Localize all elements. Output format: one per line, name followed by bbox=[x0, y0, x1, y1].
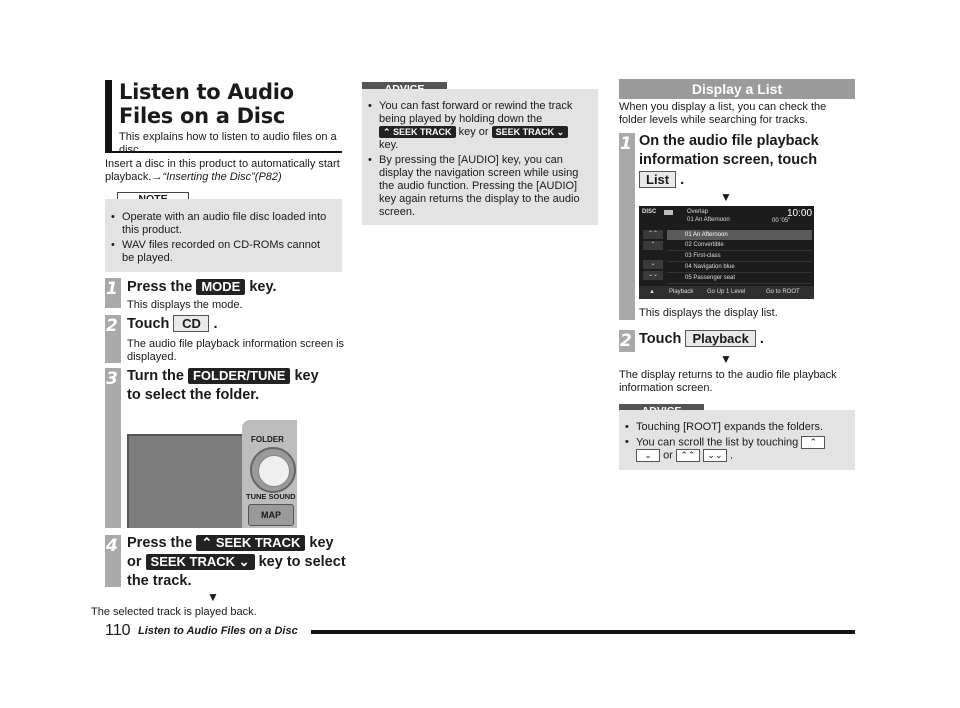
track-item[interactable]: 03 First-class bbox=[667, 251, 812, 262]
page-up-icon[interactable]: ⌃⌃ bbox=[643, 230, 663, 239]
note-list bbox=[105, 211, 332, 265]
dl-step-1-line1: On the audio file playback bbox=[639, 133, 819, 149]
step-3-heading bbox=[127, 367, 347, 386]
dl-step-2-bar bbox=[619, 330, 635, 352]
double-chevron-up-icon: ⌃⌃ bbox=[676, 449, 700, 462]
footer-title: Listen to Audio Files on a Disc bbox=[138, 625, 298, 637]
seek-track-up-label: SEEK TRACK bbox=[215, 535, 301, 550]
step-3-post: key bbox=[294, 368, 319, 384]
advice-list-2 bbox=[619, 421, 845, 463]
folder-tune-knob[interactable] bbox=[250, 447, 296, 493]
step-4-line2 bbox=[127, 553, 347, 572]
device-screen bbox=[127, 434, 247, 528]
disc-icon bbox=[664, 210, 673, 215]
chevron-up-icon: ⌃ bbox=[801, 436, 825, 449]
advice-text: You can scroll the list by touching bbox=[636, 436, 799, 449]
eject-icon[interactable]: ▲ bbox=[649, 289, 655, 295]
dl-step-2-number: 2 bbox=[620, 331, 632, 351]
intro-text: Insert a disc in this product to automatically start playback. bbox=[105, 158, 340, 183]
chevron-up-icon: ⌃ bbox=[383, 127, 394, 137]
seek-track-down-key bbox=[146, 554, 255, 570]
dl-step-2-desc: The display returns to the audio file playback information screen. bbox=[619, 369, 837, 394]
cd-button[interactable]: CD bbox=[173, 315, 209, 332]
chevron-up-icon: ⌃ bbox=[201, 535, 216, 550]
step-1-heading bbox=[127, 278, 347, 297]
step-2 bbox=[127, 315, 345, 364]
step-4-pre: Press the bbox=[127, 535, 193, 551]
dl-step-2-pre: Touch bbox=[639, 331, 682, 347]
title-block bbox=[105, 80, 342, 156]
dl-step-2-post: . bbox=[759, 331, 764, 347]
dl-step-2 bbox=[639, 330, 855, 349]
step-1-bar bbox=[105, 278, 121, 308]
seek-track-down-label: SEEK TRACK bbox=[495, 127, 555, 137]
result-text: The selected track is played back. bbox=[91, 606, 257, 618]
seek-track-up-key bbox=[379, 126, 456, 138]
screen-source: DISC bbox=[642, 209, 657, 215]
page-down-icon[interactable]: ⌄⌄ bbox=[643, 271, 663, 280]
section-intro: When you display a list, you can check the folder levels while searching for tracks. bbox=[619, 101, 827, 126]
step-3-line2: to select the folder. bbox=[127, 387, 260, 403]
step-4-or: or bbox=[127, 554, 142, 570]
tune-sound-label: TUNE SOUND bbox=[246, 492, 296, 501]
screen-now-playing: 01 An Afternoon bbox=[687, 217, 730, 223]
step-2-pre: Touch bbox=[127, 316, 170, 332]
knob-center bbox=[258, 455, 290, 487]
step-1-number: 1 bbox=[106, 279, 118, 299]
step-3-pre: Turn the bbox=[127, 368, 184, 384]
step-4 bbox=[127, 534, 347, 591]
dl-step-1 bbox=[639, 132, 855, 190]
screen-folder: Overlap bbox=[687, 209, 709, 215]
folder-tune-key: FOLDER/TUNE bbox=[188, 368, 290, 384]
track-item[interactable]: 01 An Afternoon bbox=[667, 230, 812, 240]
track-item[interactable]: 02 Convertible bbox=[667, 240, 812, 251]
advice-item bbox=[362, 100, 586, 152]
dl-step-1-line3 bbox=[639, 171, 855, 190]
device-illustration bbox=[127, 420, 297, 528]
seek-track-down-label: SEEK TRACK bbox=[150, 554, 236, 569]
step-4-bar bbox=[105, 535, 121, 587]
advice-text: key. bbox=[379, 139, 399, 151]
list-screen bbox=[639, 206, 814, 299]
page-title: Listen to Audio Files on a Disc bbox=[119, 80, 294, 128]
map-button[interactable]: MAP bbox=[248, 504, 294, 526]
dl-step-1-line2: information screen, touch bbox=[639, 152, 818, 168]
chevron-down-icon: ⌄ bbox=[554, 127, 565, 137]
list-button[interactable]: List bbox=[639, 171, 676, 188]
step-2-post: . bbox=[213, 316, 218, 332]
advice-or: or bbox=[663, 449, 673, 462]
track-item[interactable]: 05 Passenger seat bbox=[667, 273, 812, 284]
scroll-up-icon[interactable]: ⌃ bbox=[643, 241, 663, 250]
double-chevron-down-icon: ⌄⌄ bbox=[703, 449, 727, 462]
dl-step-1-number: 1 bbox=[620, 134, 632, 154]
dl-step-1-post: . bbox=[680, 172, 685, 188]
advice-text: You can fast forward or rewind the track being played by holding down the bbox=[379, 100, 573, 125]
step-3-number: 3 bbox=[106, 369, 118, 389]
step-1-post: key. bbox=[249, 279, 277, 295]
step-2-number: 2 bbox=[106, 316, 118, 336]
playback-button[interactable]: Playback bbox=[669, 289, 694, 295]
screen-clock: 10:00 bbox=[787, 208, 813, 219]
go-root-button[interactable]: Go to ROOT bbox=[766, 289, 800, 295]
note-item: • Operate with an audio file disc loaded into this product. bbox=[105, 211, 332, 237]
dl-step-1-desc: This displays the display list. bbox=[639, 307, 778, 319]
step-2-bar bbox=[105, 315, 121, 363]
chevron-down-icon: ⌄ bbox=[235, 554, 250, 569]
note-item: • WAV files recorded on CD-ROMs cannot be played. bbox=[105, 239, 332, 265]
seek-track-down-key bbox=[492, 126, 569, 138]
scroll-down-icon[interactable]: ⌄ bbox=[643, 260, 663, 269]
seek-track-up-label: SEEK TRACK bbox=[393, 127, 452, 137]
page-subtitle: This explains how to listen to audio files on a disc. bbox=[119, 131, 337, 156]
page-number: 110 bbox=[105, 622, 131, 639]
mode-key: MODE bbox=[196, 279, 245, 295]
advice-list bbox=[362, 100, 586, 219]
advice-item: • Touching [ROOT] expands the folders. bbox=[619, 421, 845, 434]
section-heading: Display a List bbox=[619, 79, 855, 99]
advice-item: • You can scroll the list by touching ⌃ ⌄ or ⌃⌃ ⌄⌄ . bbox=[619, 436, 845, 463]
footer-rule bbox=[311, 630, 855, 634]
step-4-post2: key to select bbox=[258, 554, 346, 570]
intro-reference[interactable]: →“Inserting the Disc”(P82) bbox=[151, 171, 282, 183]
down-arrow-icon: ▼ bbox=[720, 190, 732, 204]
chevron-down-icon: ⌄ bbox=[636, 449, 660, 462]
advice-box-2 bbox=[619, 410, 855, 470]
note-box bbox=[105, 199, 342, 272]
folder-label: FOLDER bbox=[251, 435, 284, 444]
track-item[interactable]: 04 Navigation blue bbox=[667, 262, 812, 273]
step-3-bar bbox=[105, 368, 121, 528]
step-4-post1: key bbox=[309, 535, 334, 551]
advice-item: • By pressing the [AUDIO] key, you can display the navigation screen while using the audio function. Pressing the [AUDIO] key again returns the display to the audio screen. bbox=[362, 154, 586, 219]
step-1-pre: Press the bbox=[127, 279, 193, 295]
go-up-button[interactable]: Go Up 1 Level bbox=[707, 289, 746, 295]
intro-paragraph bbox=[105, 158, 345, 184]
step-1 bbox=[127, 278, 347, 312]
down-arrow-icon: ▼ bbox=[720, 352, 732, 366]
step-3 bbox=[127, 367, 347, 405]
seek-track-up-key bbox=[196, 535, 305, 551]
track-list bbox=[667, 230, 812, 284]
playback-key[interactable]: Playback bbox=[685, 330, 755, 347]
step-4-number: 4 bbox=[106, 536, 118, 556]
step-4-line1 bbox=[127, 534, 347, 553]
advice-box bbox=[362, 89, 598, 225]
dl-step-1-bar bbox=[619, 133, 635, 320]
step-4-line3: the track. bbox=[127, 573, 192, 589]
step-2-desc: The audio file playback information screen is displayed. bbox=[127, 338, 345, 363]
step-1-desc: This displays the mode. bbox=[127, 299, 243, 311]
advice-or: key or bbox=[458, 126, 489, 138]
screen-elapsed: 00 '05" bbox=[772, 218, 791, 224]
step-2-heading bbox=[127, 315, 345, 334]
down-arrow-icon: ▼ bbox=[207, 590, 219, 604]
